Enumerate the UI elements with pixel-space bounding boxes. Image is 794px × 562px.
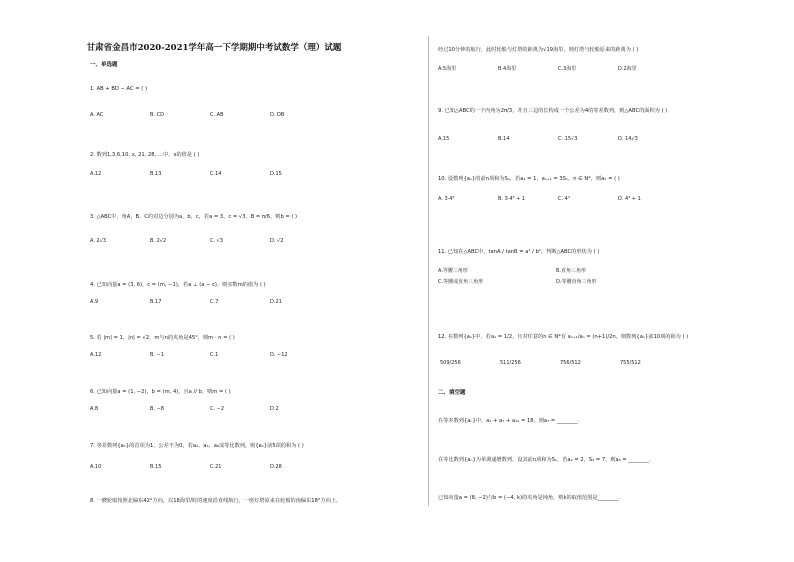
option-c: C.3海里 — [558, 66, 577, 72]
option-b: B.14 — [498, 136, 510, 142]
exam-title: 甘肃省金昌市2020-2021学年高一下学期期中考试数学（理）试题 — [86, 43, 342, 53]
option-a: A.12 — [90, 171, 102, 177]
option-c: C. 4⁴ — [558, 196, 570, 202]
option-b: B.13 — [150, 171, 162, 177]
option-b: B. 2√2 — [150, 238, 167, 244]
option-c: C.7 — [210, 299, 219, 305]
question-8: 8. 一艘轮船按照北偏东42°方向，以18海里/时的速度沿直线航行，一座灯塔原来在轮船的南偏东18°方向上， — [90, 498, 342, 504]
question-9: 9. 已知△ABC的一个内角为2π/3，并且三边的长构成一个公差为4的等差数列，则△ABC的面积为 ( ) — [438, 108, 668, 114]
option-a: A.12 — [90, 352, 102, 358]
question-9-options — [438, 136, 678, 142]
question-2: 2. 数列1,3,6,10, x, 21, 28, …中，x的值是 ( ) — [90, 152, 200, 158]
option-c: C. AB — [210, 112, 224, 118]
option-d: D. DB — [270, 112, 285, 118]
option-d: D. 14√3 — [618, 136, 638, 142]
option-d: D.2 — [270, 406, 279, 412]
option-a: A.9 — [90, 299, 99, 305]
option-d: D. √2 — [270, 238, 284, 244]
question-12-options — [440, 360, 680, 366]
option-a: A. 3·4³ — [438, 196, 455, 202]
question-10-options — [438, 196, 678, 202]
fill-question-3: 已知向量a = (8, −2)与b = (−4, k)的夹角是钝角，则k的取值范围是________. — [438, 495, 621, 501]
question-3-options — [90, 238, 330, 244]
question-5: 5. 若 |m| = 1，|n| = √2，m与n的夹角是45°，则m · n = ( ) — [90, 335, 235, 341]
question-7-options — [90, 464, 330, 470]
question-7: 7. 等差数列{aₙ}的首项为1，公差不为0，若a₂、a₃、a₆成等比数列，则{aₙ}前5项的和为 ( ) — [90, 443, 304, 449]
option-a: A.等腰三角形 — [438, 268, 468, 274]
option-c: 756/512 — [560, 360, 581, 366]
option-c: C.等腰或直角三角形 — [438, 279, 484, 285]
option-c: C. 15√3 — [558, 136, 578, 142]
fill-question-1: 在等差数列{aₙ}中，a₂ + a₇ + a₁₂ = 18，则a₇ = ________. — [438, 418, 580, 424]
option-a: A.8 — [90, 406, 99, 412]
option-b: B.15 — [150, 464, 162, 470]
question-2-options — [90, 171, 330, 177]
question-10: 10. 设数列{aₙ}的前n项和为Sₙ，若a₁ = 1，aₙ₊₁ = 3Sₙ，n ∈ N*，则a₅ = ( ) — [438, 176, 620, 182]
option-c: C. √3 — [210, 238, 224, 244]
option-d: D.21 — [270, 299, 282, 305]
section-fill-blank: 二、填空题 — [438, 390, 466, 396]
question-4-options — [90, 299, 330, 305]
option-b: B. −8 — [150, 406, 164, 412]
question-6: 6. 已知向量a = (1, −2)，b = (m, 4)，且a // b，则m = ( ) — [90, 389, 231, 395]
option-d: D. 4⁴ + 1 — [618, 196, 641, 202]
option-b: B. −1 — [150, 352, 164, 358]
option-d: D.15 — [270, 171, 282, 177]
option-d: D.2海里 — [618, 66, 637, 72]
option-d: 755/512 — [620, 360, 641, 366]
question-12: 12. 在数列{aₙ}中，若a₁ = 1/2，且对任意的n ∈ N*有 aₙ₊₁/aₙ = (n+1)/2n，则数列{aₙ}前10项的和为 ( ) — [438, 334, 689, 340]
option-c: C. −2 — [210, 406, 225, 412]
option-b: B.17 — [150, 299, 162, 305]
question-4: 4. 已知向量a = (3, 6)，c = (m, −1)，若a ⊥ (a − c)，则实数m的值为 ( ) — [90, 282, 266, 288]
option-d: D.28 — [270, 464, 282, 470]
option-a: A.5海里 — [438, 66, 457, 72]
section-single-choice: 一、单选题 — [90, 62, 118, 68]
fill-question-2: 在等比数列{aₙ}为单调递增数列，设其前n项和为Sₙ，若a₂ = 2，S₃ = 7，则a₅ = ________. — [438, 457, 651, 463]
column-divider — [428, 36, 429, 506]
option-a: 509/256 — [440, 360, 461, 366]
question-8-options — [438, 65, 678, 72]
question-1: 1. AB + BD − AC = ( ) — [90, 86, 147, 92]
option-a: A.10 — [90, 464, 102, 470]
option-b: 511/256 — [500, 360, 521, 366]
option-d: D. −12 — [270, 352, 288, 358]
option-b: B. 3·4³ + 1 — [498, 196, 526, 202]
question-6-options — [90, 406, 330, 412]
option-b: B.4海里 — [498, 66, 517, 72]
option-d: D.等腰直角三角形 — [556, 279, 597, 285]
question-11: 11. 已知在△ABC中，tanA / tanB = a² / b²，判断△ABC的形状为 ( ) — [438, 249, 600, 255]
option-b: B.直角三角形 — [556, 268, 587, 274]
question-5-options — [90, 352, 330, 358]
option-c: C.21 — [210, 464, 222, 470]
question-8-continued: 经过10分钟的航行，此时轮船与灯塔的距离为√19海里，则灯塔与轮船原来的距离为 ( ) — [438, 47, 639, 53]
option-a: A. 2√3 — [90, 238, 107, 244]
option-b: B. CD — [150, 112, 164, 118]
option-c: C.1 — [210, 352, 219, 358]
option-a: A. AC — [90, 112, 104, 118]
question-3: 3. △ABC中，角A，B，C的对边分别为a，b，c，若a = 3，c = √3，B = π/6，则b = ( ) — [90, 214, 298, 220]
option-a: A.15 — [438, 136, 450, 142]
question-11-options — [438, 267, 674, 285]
question-1-options — [90, 112, 330, 118]
option-c: C.14 — [210, 171, 222, 177]
